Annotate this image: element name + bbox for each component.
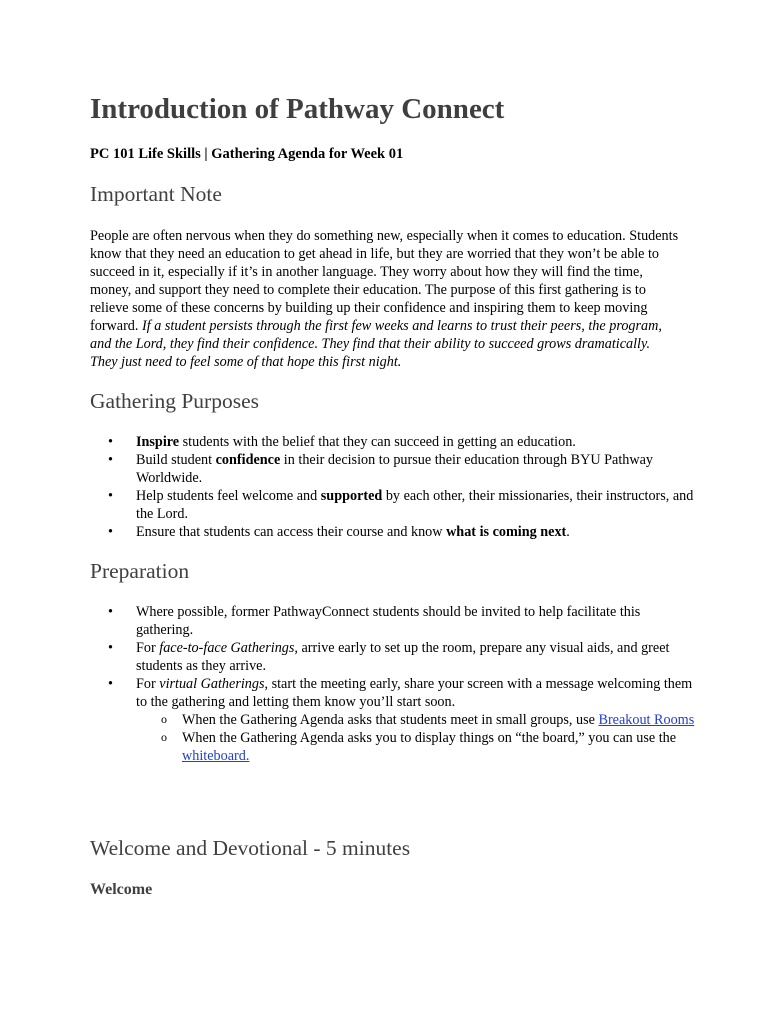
heading-preparation: Preparation: [90, 559, 190, 583]
important-note-paragraph: [90, 227, 680, 371]
gathering-purposes-list: [90, 433, 696, 541]
list-item: • For face-to-face Gatherings, arrive early to set up the room, prepare any visual aids, and greet students as they arrive.: [136, 639, 696, 675]
list-item: • Help students feel welcome and supported by each other, their missionaries, their instructors, and the Lord.: [136, 487, 696, 523]
list-item: • Where possible, former PathwayConnect students should be invited to help facilitate this gathering.: [136, 603, 696, 639]
breakout-rooms-link[interactable]: Breakout Rooms: [598, 712, 695, 728]
important-note-text: People are often nervous when they do something new, especially when it comes to education. Students know that they need an education to get ahead in life, but they are worried that they won’t be able to succeed in it, especially if it’s in another language. They worry about how they will find the time, money, and support they need to complete their education. The purpose of this first gathering is to relieve some of these concerns by building up their confidence and inspiring them to keep moving forward.: [90, 228, 679, 334]
sub-list-item: o When the Gathering Agenda asks that students meet in small groups, use Breakout Rooms: [182, 711, 696, 729]
heading-welcome-and-devotional: Welcome and Devotional - 5 minutes: [90, 836, 411, 860]
preparation-list: [90, 603, 696, 765]
virtual-gathering-sublist: [136, 711, 696, 765]
list-item: • Ensure that students can access their course and know what is coming next.: [136, 523, 696, 541]
sub-list-item: o When the Gathering Agenda asks you to display things on “the board,” you can use the whiteboard.: [182, 729, 696, 765]
list-item: • For virtual Gatherings, start the meeting early, share your screen with a message welcoming them to the gathering and letting them know you’ll start soon. o When the Gathering Agenda asks that students meet in small groups, use Breakout Rooms o When the Gathering Agenda asks you to display things on “the board,” you can use the whiteboard.: [136, 675, 696, 765]
heading-gathering-purposes: Gathering Purposes: [90, 389, 259, 413]
heading-welcome: Welcome: [90, 881, 153, 898]
whiteboard-link[interactable]: whiteboard.: [182, 748, 250, 764]
heading-important-note: Important Note: [90, 182, 222, 206]
list-item: • Inspire students with the belief that they can succeed in getting an education.: [136, 433, 696, 451]
important-note-italic-text: If a student persists through the first few weeks and learns to trust their peers, the program, and the Lord, they find their confidence. They find that their ability to succeed grows dramatically. They just need to feel some of that hope this first night.: [90, 318, 662, 370]
document-title: Introduction of Pathway Connect: [90, 93, 505, 125]
list-item: • Build student confidence in their decision to pursue their education through BYU Pathway Worldwide.: [136, 451, 696, 487]
document-subtitle: PC 101 Life Skills | Gathering Agenda for Week 01: [90, 146, 404, 162]
